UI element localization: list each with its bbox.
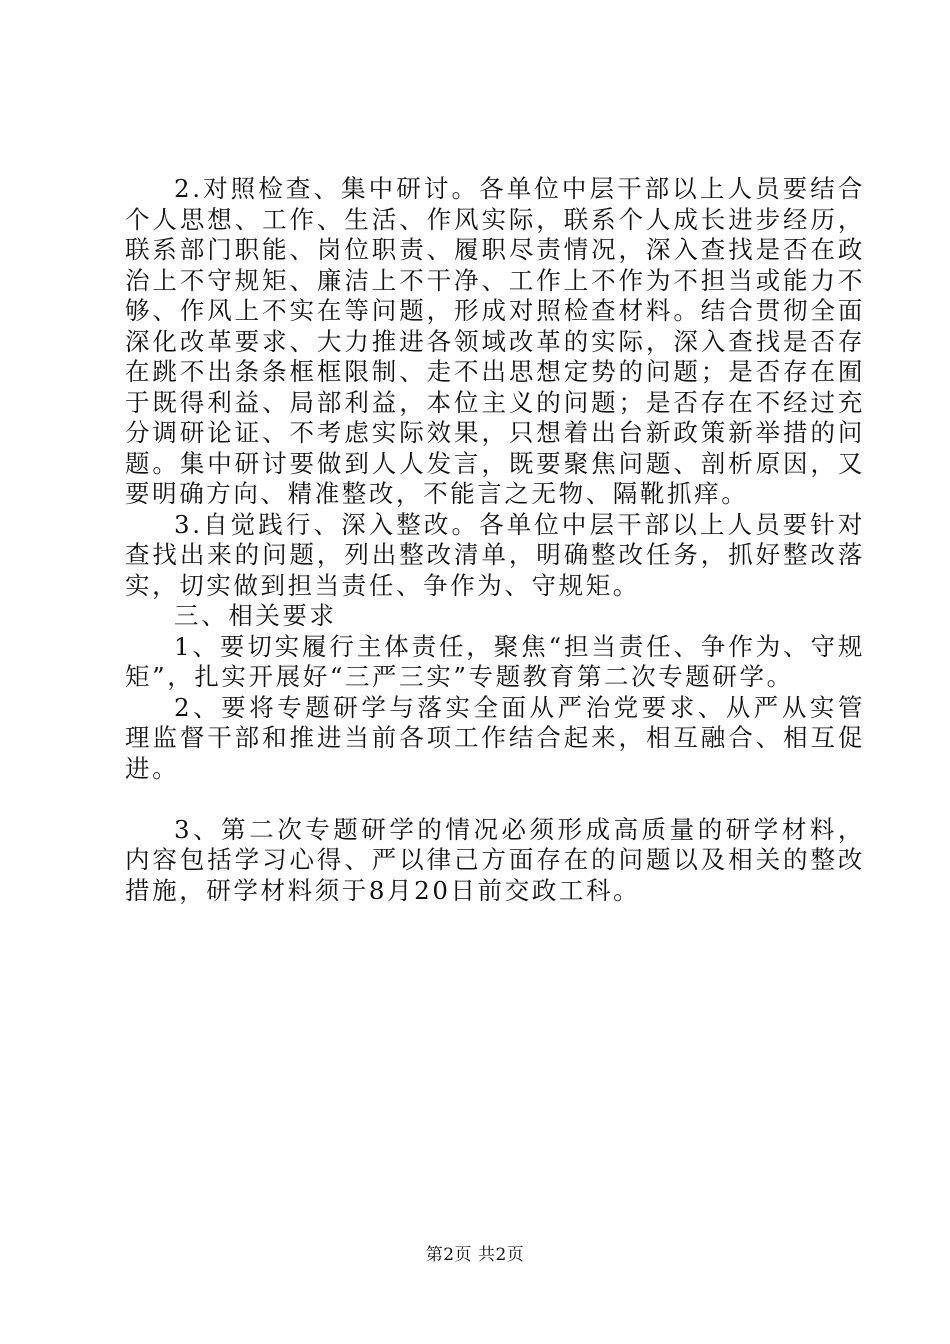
paragraph-rectification: 3.自觉践行、深入整改。各单位中层干部以上人员要针对查找出来的问题，列出整改清单，明确整改任务，抓好整改落实，切实做到担当责任、争作为、守规矩。	[125, 509, 865, 600]
section-heading-requirements: 三、相关要求	[174, 601, 337, 630]
document-body	[125, 174, 865, 906]
paragraph-self-check: 2.对照检查、集中研讨。各单位中层干部以上人员要结合个人思想、工作、生活、作风实际，联系个人成长进步经历，联系部门职能、岗位职责、履职尽责情况，深入查找是否在政治上不守规矩、廉洁上不干净、工作上不作为不担当或能力不够、作风上不实在等问题，形成对照检查材料。结合贯彻全面深化改革要求、大力推进各领域改革的实际，深入查找是否存在跳不出条条框框限制、走不出思想定势的问题；是否存在囿于既得利益、局部利益，本位主义的问题；是否存在不经过充分调研论证、不考虑实际效果，只想着出台新政策新举措的问题。集中研讨要做到人人发言，既要聚焦问题、剖析原因，又要明确方向、精准整改，不能言之无物、隔靴抓痒。	[125, 174, 865, 508]
paragraph-requirement-3: 3、第二次专题研学的情况必须形成高质量的研学材料，内容包括学习心得、严以律己方面存在的问题以及相关的整改措施，研学材料须于8月20日前交政工科。	[125, 814, 865, 905]
page-number-footer: 第2页 共2页	[425, 1245, 525, 1265]
paragraph-requirement-2: 2、要将专题研学与落实全面从严治党要求、从严从实管理监督干部和推进当前各项工作结合起来，相互融合、相互促进。	[125, 692, 865, 783]
paragraph-requirement-1: 1、要切实履行主体责任，聚焦“担当责任、争作为、守规矩”，扎实开展好“三严三实”专题教育第二次专题研学。	[125, 631, 865, 691]
